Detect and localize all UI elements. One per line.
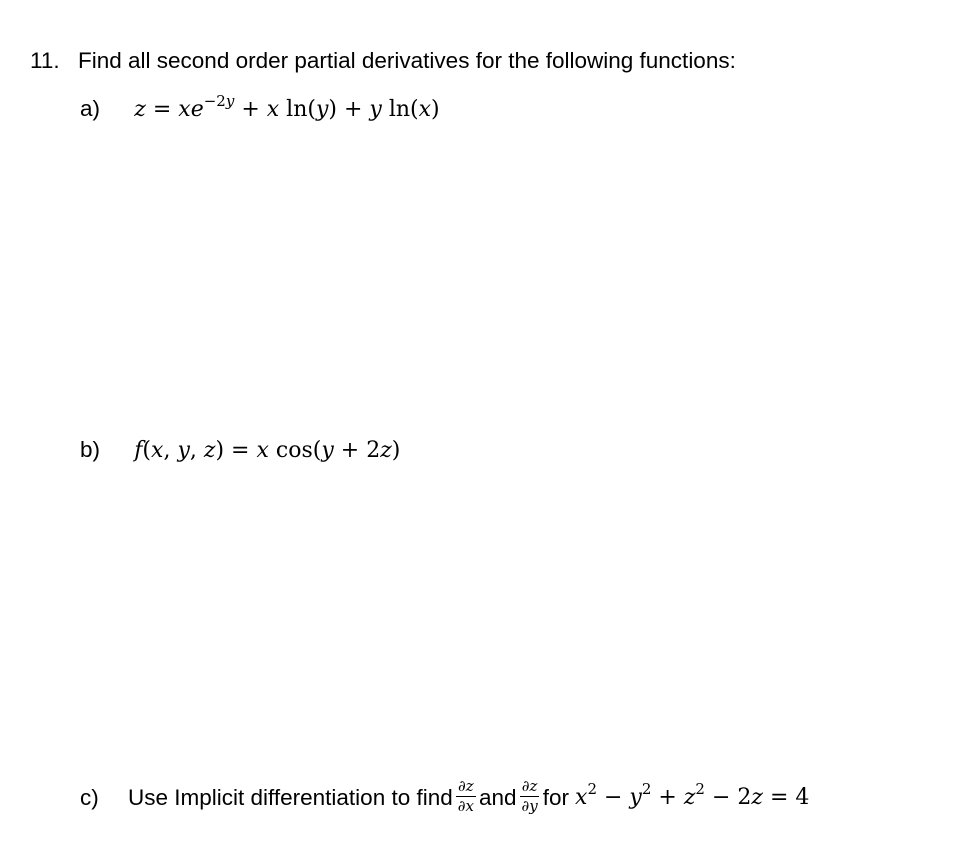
problem-number: 11.: [30, 48, 60, 73]
part-b-equation: f(x, y, z) = x cos(y + 2z): [134, 438, 401, 463]
fraction-dz-dx-numerator: ∂z: [458, 777, 474, 795]
part-a: [80, 92, 440, 122]
part-c-text-after: for: [542, 784, 570, 810]
part-a-label: a): [80, 96, 101, 121]
part-a-equation: $z = xe^{-2y} + x$ ln(y) + y ln(x): [134, 92, 440, 122]
part-c-label: c): [80, 784, 99, 810]
part-c-text-middle: and: [478, 784, 517, 810]
problem-instruction: Find all second order partial derivatives for the following functions:: [78, 48, 736, 73]
fraction-dz-dx-denominator: ∂x: [457, 796, 474, 815]
fraction-dz-dy-numerator: ∂z: [521, 777, 538, 795]
problem-header: [30, 50, 736, 73]
fraction-dz-dy-denominator: ∂y: [521, 796, 538, 815]
part-c: [80, 775, 809, 821]
part-b-label: b): [80, 437, 101, 462]
part-c-text-before: Use Implicit differentiation to find: [128, 784, 453, 810]
part-b: [80, 439, 400, 462]
part-c-equation: $x^2 - y^2 + z^2 - 2z = 4$: [575, 780, 810, 810]
fraction-dz-dy: [520, 778, 540, 814]
fraction-dz-dx: [456, 778, 476, 814]
